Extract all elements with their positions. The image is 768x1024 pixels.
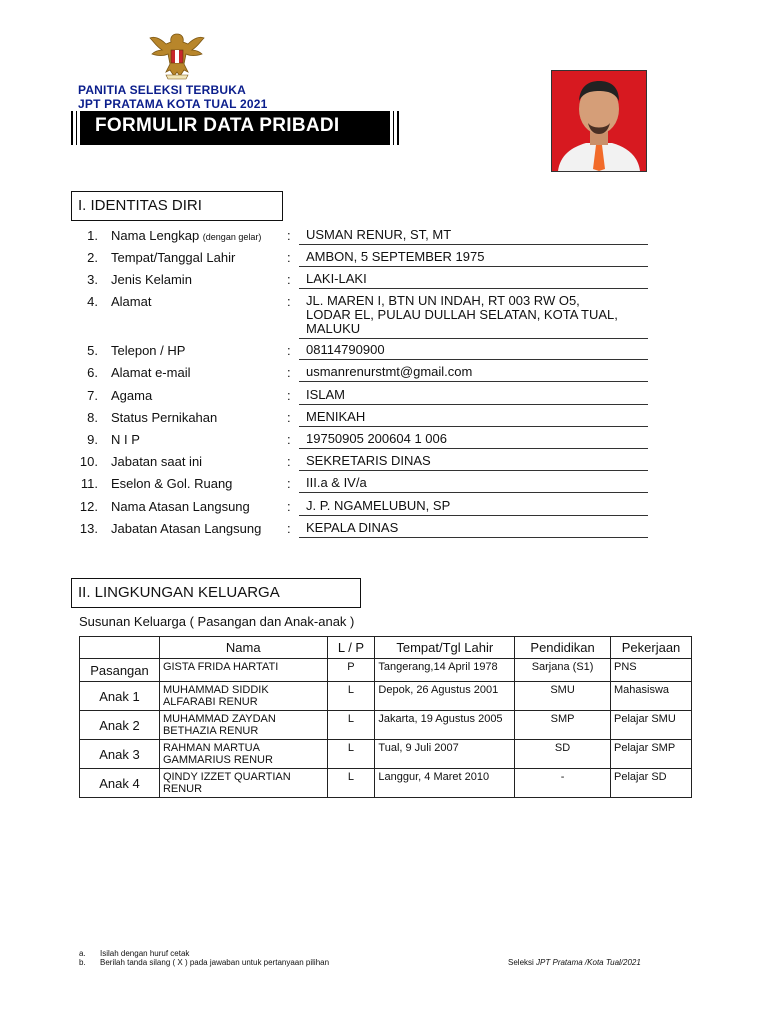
identity-label-text: Telepon / HP: [111, 343, 186, 358]
identity-label-text: Status Pernikahan: [111, 410, 218, 425]
family-row: [80, 740, 692, 769]
identity-row-value: AMBON, 5 SEPTEMBER 1975: [306, 249, 485, 264]
job-cell: Pelajar SMP: [611, 740, 692, 769]
identity-row-label: [111, 294, 151, 309]
birth-cell: Tual, 9 Juli 2007: [375, 740, 515, 769]
colon-separator: :: [287, 432, 291, 447]
gender-cell: P: [327, 659, 375, 682]
identity-row-number: 10.: [79, 454, 98, 469]
family-table: [79, 636, 692, 798]
form-title-bar: [71, 111, 399, 145]
education-cell: SMU: [515, 682, 611, 711]
underline: [299, 266, 648, 267]
family-row: [80, 769, 692, 798]
family-row: [80, 659, 692, 682]
colon-separator: :: [287, 343, 291, 358]
colon-separator: :: [287, 250, 291, 265]
footer-right: [508, 958, 641, 967]
gender-cell: L: [327, 769, 375, 798]
relation-cell: Anak 3: [80, 740, 160, 769]
colon-separator: :: [287, 476, 291, 491]
name-cell: QINDY IZZET QUARTIAN RENUR: [159, 769, 327, 798]
section-1-title: I. IDENTITAS DIRI: [78, 197, 202, 214]
name-cell: MUHAMMAD ZAYDAN BETHAZIA RENUR: [159, 711, 327, 740]
identity-row-value: J. P. NGAMELUBUN, SP: [306, 498, 451, 513]
note-a-marker: a.: [79, 949, 86, 958]
underline: [299, 338, 648, 339]
identity-row-value: KEPALA DINAS: [306, 520, 399, 535]
identity-row-number: 4.: [87, 294, 98, 309]
identity-row-label: [111, 521, 261, 536]
job-cell: Pelajar SMU: [611, 711, 692, 740]
birth-cell: Langgur, 4 Maret 2010: [375, 769, 515, 798]
relation-cell: Anak 2: [80, 711, 160, 740]
identity-row-label: [111, 410, 217, 425]
section-2-title: II. LINGKUNGAN KELUARGA: [78, 584, 280, 601]
underline: [299, 359, 648, 360]
identity-row-value: [306, 294, 646, 336]
identity-row-label: [111, 476, 232, 491]
education-cell: Sarjana (S1): [515, 659, 611, 682]
colon-separator: :: [287, 365, 291, 380]
column-header-nama: Nama: [159, 637, 327, 659]
underline: [299, 288, 648, 289]
identity-label-note: (dengan gelar): [202, 232, 262, 242]
underline: [299, 404, 648, 405]
identity-label-text: Jabatan Atasan Langsung: [111, 521, 262, 536]
address-line: LODAR EL, PULAU DULLAH SELATAN, KOTA TUAL,: [306, 307, 618, 322]
identity-row-value: ISLAM: [306, 387, 346, 402]
identity-row-label: [111, 499, 250, 514]
underline: [299, 537, 648, 538]
colon-separator: :: [287, 454, 291, 469]
relation-cell: Anak 1: [80, 682, 160, 711]
relation-cell: Pasangan: [80, 659, 160, 682]
education-cell: -: [515, 769, 611, 798]
form-title: FORMULIR DATA PRIBADI: [95, 115, 340, 136]
colon-separator: :: [287, 294, 291, 309]
identity-label-text: N I P: [111, 432, 140, 447]
underline: [299, 492, 648, 493]
identity-row-value: MENIKAH: [306, 409, 366, 424]
identity-row-label: [111, 343, 185, 358]
committee-line-2: JPT PRATAMA KOTA TUAL 2021: [78, 97, 268, 111]
identity-row-number: 5.: [87, 343, 98, 358]
colon-separator: :: [287, 388, 291, 403]
identity-label-text: Agama: [111, 388, 153, 403]
section-lingkungan-keluarga-heading: [71, 578, 361, 608]
underline: [299, 515, 648, 516]
underline: [299, 426, 648, 427]
footer-notes: [79, 949, 329, 967]
job-cell: Mahasiswa: [611, 682, 692, 711]
identity-row-label: [111, 432, 140, 447]
colon-separator: :: [287, 499, 291, 514]
profile-photo: [551, 70, 647, 172]
job-cell: PNS: [611, 659, 692, 682]
identity-row-label: [111, 365, 190, 380]
education-cell: SMP: [515, 711, 611, 740]
gender-cell: L: [327, 740, 375, 769]
note-b-marker: b.: [79, 958, 86, 967]
name-cell: RAHMAN MARTUA GAMMARIUS RENUR: [159, 740, 327, 769]
identity-row-value: usmanrenurstmt@gmail.com: [306, 364, 473, 379]
birth-cell: Jakarta, 19 Agustus 2005: [375, 711, 515, 740]
birth-cell: Tangerang,14 April 1978: [375, 659, 515, 682]
identity-row-label: [111, 272, 192, 287]
identity-row-value: 19750905 200604 1 006: [306, 431, 447, 446]
identity-row-number: 9.: [87, 432, 98, 447]
identity-row-number: 13.: [79, 521, 98, 536]
column-header-relation: [80, 637, 160, 659]
identity-row-number: 2.: [87, 250, 98, 265]
identity-row-number: 11.: [80, 476, 98, 491]
identity-row-number: 1.: [87, 228, 98, 243]
identity-row-value: SEKRETARIS DINAS: [306, 453, 431, 468]
column-header-birth: Tempat/Tgl Lahir: [375, 637, 515, 659]
identity-row-label: [111, 454, 202, 469]
family-table-header: [80, 637, 692, 659]
identity-label-text: Nama Lengkap: [111, 228, 200, 243]
footer-right-prefix: Seleksi: [508, 958, 534, 967]
identity-row-value: 08114790900: [306, 342, 385, 357]
identity-label-text: Eselon & Gol. Ruang: [111, 476, 233, 491]
identity-row-value: III.a & IV/a: [306, 475, 367, 490]
identity-row-label: [111, 250, 235, 265]
identity-row-number: 7.: [87, 388, 98, 403]
identity-row-number: 8.: [87, 410, 98, 425]
column-header-education: Pendidikan: [515, 637, 611, 659]
identity-label-text: Alamat e-mail: [111, 365, 191, 380]
section-identitas-diri-heading: [71, 191, 283, 221]
education-cell: SD: [515, 740, 611, 769]
identity-row-value: LAKI-LAKI: [306, 271, 367, 286]
job-cell: Pelajar SD: [611, 769, 692, 798]
column-header-gender: L / P: [327, 637, 375, 659]
relation-cell: Anak 4: [80, 769, 160, 798]
underline: [299, 470, 648, 471]
identity-label-text: Alamat: [111, 294, 152, 309]
gender-cell: L: [327, 682, 375, 711]
colon-separator: :: [287, 272, 291, 287]
underline: [299, 381, 648, 382]
underline: [299, 244, 648, 245]
footer-right-italic: JPT Pratama /Kota Tual/2021: [536, 958, 641, 967]
identity-label-text: Tempat/Tanggal Lahir: [111, 250, 236, 265]
underline: [299, 448, 648, 449]
name-cell: GISTA FRIDA HARTATI: [159, 659, 327, 682]
committee-heading: [78, 83, 267, 111]
identity-row-number: 6.: [87, 365, 98, 380]
identity-label-text: Nama Atasan Langsung: [111, 499, 250, 514]
colon-separator: :: [287, 521, 291, 536]
colon-separator: :: [287, 410, 291, 425]
identity-row-number: 3.: [87, 272, 98, 287]
identity-row-label: [111, 228, 261, 243]
garuda-emblem-logo: [148, 28, 206, 82]
committee-line-1: PANITIA SELEKSI TERBUKA: [78, 83, 246, 97]
address-line: JL. MAREN I, BTN UN INDAH, RT 003 RW O5,: [306, 293, 580, 308]
identity-row-number: 12.: [79, 499, 98, 514]
family-row: [80, 682, 692, 711]
name-cell: MUHAMMAD SIDDIK ALFARABI RENUR: [159, 682, 327, 711]
gender-cell: L: [327, 711, 375, 740]
colon-separator: :: [287, 228, 291, 243]
note-b-text: Berilah tanda silang ( X ) pada jawaban untuk pertanyaan pilihan: [100, 958, 330, 967]
identity-row-label: [111, 388, 152, 403]
family-row: [80, 711, 692, 740]
identity-label-text: Jenis Kelamin: [111, 272, 192, 287]
identity-label-text: Jabatan saat ini: [111, 454, 203, 469]
address-line: MALUKU: [306, 321, 361, 336]
note-a-text: Isilah dengan huruf cetak: [100, 949, 190, 958]
family-subtitle: Susunan Keluarga ( Pasangan dan Anak-anak ): [79, 614, 355, 629]
birth-cell: Depok, 26 Agustus 2001: [375, 682, 515, 711]
column-header-job: Pekerjaan: [611, 637, 692, 659]
identity-row-value: USMAN RENUR, ST, MT: [306, 227, 452, 242]
